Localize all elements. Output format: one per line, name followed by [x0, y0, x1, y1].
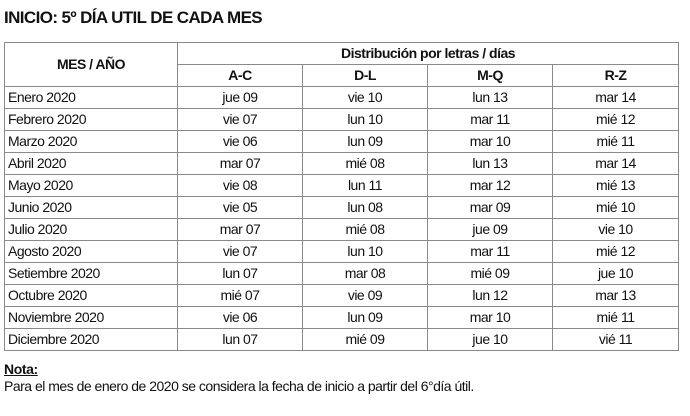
date-cell: vie 06 — [178, 131, 303, 153]
date-cell: jue 09 — [428, 219, 553, 241]
date-cell: mié 13 — [553, 175, 679, 197]
distribution-header: Distribución por letras / días — [178, 43, 679, 65]
page-title: INICIO: 5º DÍA UTIL DE CADA MES — [4, 8, 263, 27]
date-cell: lun 13 — [428, 153, 553, 175]
month-cell: Junio 2020 — [5, 197, 178, 219]
date-cell: mié 11 — [553, 131, 679, 153]
table-row — [5, 241, 679, 263]
date-cell: lun 09 — [303, 131, 428, 153]
date-cell: jue 10 — [553, 263, 679, 285]
month-cell: Marzo 2020 — [5, 131, 178, 153]
month-cell: Octubre 2020 — [5, 285, 178, 307]
table-row — [5, 87, 679, 109]
date-cell: jue 10 — [428, 329, 553, 351]
month-cell: Julio 2020 — [5, 219, 178, 241]
date-cell: mar 07 — [178, 153, 303, 175]
schedule-table — [4, 42, 679, 351]
date-cell: mié 07 — [178, 285, 303, 307]
note-label: Nota: — [4, 361, 38, 377]
date-cell: mar 08 — [303, 263, 428, 285]
date-cell: mié 12 — [553, 241, 679, 263]
date-cell: lun 09 — [303, 307, 428, 329]
date-cell: lun 10 — [303, 241, 428, 263]
date-cell: mié 12 — [553, 109, 679, 131]
date-cell: vie 07 — [178, 109, 303, 131]
table-row — [5, 329, 679, 351]
date-cell: jue 09 — [178, 87, 303, 109]
date-cell: vie 10 — [553, 219, 679, 241]
date-cell: mar 10 — [428, 131, 553, 153]
table-row — [5, 131, 679, 153]
month-cell: Mayo 2020 — [5, 175, 178, 197]
column-header: A-C — [178, 65, 303, 87]
date-cell: mar 11 — [428, 109, 553, 131]
table-row — [5, 153, 679, 175]
table-row — [5, 197, 679, 219]
month-cell: Abril 2020 — [5, 153, 178, 175]
table-row — [5, 307, 679, 329]
date-cell: mié 08 — [303, 219, 428, 241]
date-cell: vié 11 — [553, 329, 679, 351]
month-cell: Noviembre 2020 — [5, 307, 178, 329]
date-cell: vie 06 — [178, 307, 303, 329]
date-cell: vie 07 — [178, 241, 303, 263]
column-header: R-Z — [553, 65, 679, 87]
date-cell: mar 14 — [553, 153, 679, 175]
date-cell: mar 14 — [553, 87, 679, 109]
date-cell: lun 08 — [303, 197, 428, 219]
note-text: Para el mes de enero de 2020 se considera la fecha de inicio a partir del 6°día útil. — [4, 378, 474, 394]
date-cell: lun 12 — [428, 285, 553, 307]
date-cell: mar 07 — [178, 219, 303, 241]
date-cell: mar 11 — [428, 241, 553, 263]
date-cell: vie 05 — [178, 197, 303, 219]
date-cell: mié 11 — [553, 307, 679, 329]
date-cell: lun 11 — [303, 175, 428, 197]
date-cell: mié 10 — [553, 197, 679, 219]
date-cell: mié 09 — [428, 263, 553, 285]
table-row — [5, 175, 679, 197]
date-cell: mar 10 — [428, 307, 553, 329]
date-cell: vie 09 — [303, 285, 428, 307]
month-header: MES / AÑO — [5, 43, 178, 87]
column-header: M-Q — [428, 65, 553, 87]
column-header: D-L — [303, 65, 428, 87]
date-cell: vie 08 — [178, 175, 303, 197]
table-row — [5, 263, 679, 285]
date-cell: lun 10 — [303, 109, 428, 131]
date-cell: lun 13 — [428, 87, 553, 109]
date-cell: mar 13 — [553, 285, 679, 307]
month-cell: Febrero 2020 — [5, 109, 178, 131]
date-cell: vie 10 — [303, 87, 428, 109]
date-cell: lun 07 — [178, 263, 303, 285]
date-cell: mié 09 — [303, 329, 428, 351]
date-cell: mar 12 — [428, 175, 553, 197]
month-cell: Enero 2020 — [5, 87, 178, 109]
month-cell: Agosto 2020 — [5, 241, 178, 263]
month-cell: Diciembre 2020 — [5, 329, 178, 351]
table-row — [5, 109, 679, 131]
table-row — [5, 219, 679, 241]
header-row-group — [5, 43, 679, 65]
date-cell: mié 08 — [303, 153, 428, 175]
date-cell: lun 07 — [178, 329, 303, 351]
date-cell: mar 09 — [428, 197, 553, 219]
table-row — [5, 285, 679, 307]
month-cell: Setiembre 2020 — [5, 263, 178, 285]
